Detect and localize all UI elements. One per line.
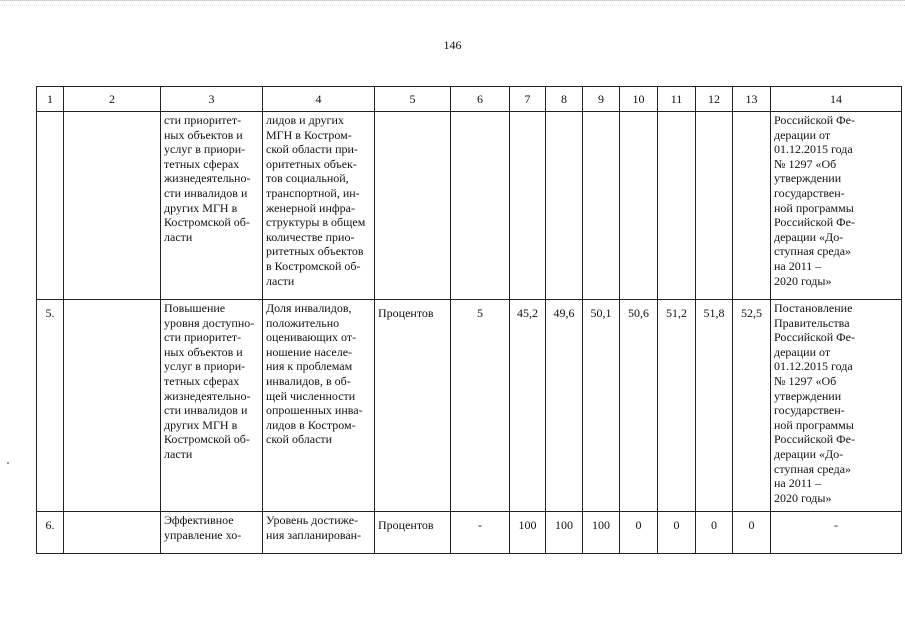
col-header: 4	[263, 87, 375, 112]
cell-line: услуг в приори-	[164, 142, 246, 157]
scan-top-edge	[0, 0, 905, 6]
cell-line: дерации «До-	[774, 446, 844, 461]
cell-line: № 1297 «Об	[774, 373, 837, 388]
cell-line: 01.12.2015 года	[774, 359, 853, 374]
unit-cell: Процентов	[375, 512, 451, 554]
cell-line: ской области	[266, 432, 333, 447]
source-cell	[771, 112, 902, 300]
page-number: 146	[443, 38, 462, 52]
cell-line: Уровень достиже-	[266, 513, 359, 527]
cell-line: дерации «До-	[774, 229, 844, 244]
cell-line: в Костромской об-	[266, 258, 361, 273]
value-cell: 0	[658, 512, 696, 554]
indicator-cell	[263, 300, 375, 512]
cell-line: ношение населе-	[266, 344, 353, 359]
value-cell	[510, 112, 546, 300]
source-cell	[771, 512, 902, 554]
cell-line: сти приоритет-	[164, 113, 242, 127]
cell-line: Повышение	[164, 301, 226, 315]
col-header: 1	[37, 87, 64, 112]
goal-cell	[64, 112, 161, 300]
col-header: 3	[161, 87, 263, 112]
indicator-cell	[263, 512, 375, 554]
cell-line: ной программы	[774, 200, 854, 215]
cell-line: Костромской об-	[164, 432, 250, 447]
scan-speck	[7, 462, 9, 464]
cell-line: ритетных объектов	[266, 244, 364, 259]
cell-line: услуг в приори-	[164, 359, 246, 374]
col-header: 7	[510, 87, 546, 112]
cell-line: оценивающих от-	[266, 330, 357, 345]
row-number-cell: 6.	[37, 512, 64, 554]
unit-cell	[375, 112, 451, 300]
value-cell: 50,6	[620, 300, 658, 512]
col-header: 6	[451, 87, 510, 112]
indicator-cell	[263, 112, 375, 300]
value-cell: 52,5	[733, 300, 771, 512]
cell-line: на 2011 –	[774, 476, 822, 491]
cell-line: ных объектов и	[164, 344, 243, 359]
cell-line: Костромской об-	[164, 215, 250, 230]
cell-line: Российской Фе-	[774, 432, 855, 447]
cell-line: опрошенных инва-	[266, 403, 363, 418]
value-cell	[658, 112, 696, 300]
cell-line: дерации от	[774, 344, 831, 359]
cell-line: транспортной, ин-	[266, 185, 360, 200]
cell-line: положительно	[266, 315, 340, 330]
cell-line: тетных сферах	[164, 373, 240, 388]
cell-line: Российской Фе-	[774, 113, 855, 127]
cell-line: уровня доступно-	[164, 315, 255, 330]
col-header: 10	[620, 87, 658, 112]
cell-line: управление хо-	[164, 527, 242, 542]
cell-line: других МГН в	[164, 417, 238, 432]
cell-line: 2020 годы»	[774, 490, 832, 505]
cell-line: Правительства	[774, 315, 850, 330]
cell-line: количестве прио-	[266, 229, 355, 244]
goal-cell	[64, 512, 161, 554]
cell-line: Постановление	[774, 301, 853, 315]
source-cell	[771, 300, 902, 512]
cell-line: государствен-	[774, 403, 845, 418]
col-header: 8	[546, 87, 583, 112]
cell-line: утверждении	[774, 171, 842, 186]
cell-line: сти приоритет-	[164, 330, 242, 345]
indicators-table	[36, 86, 902, 554]
cell-line: сти инвалидов и	[164, 185, 248, 200]
value-cell: 49,6	[546, 300, 583, 512]
cell-line: структуры в общем	[266, 215, 366, 230]
cell-line: тов социальной,	[266, 171, 349, 186]
goal-cell	[64, 300, 161, 512]
cell-line: 01.12.2015 года	[774, 142, 853, 157]
cell-line: ласти	[164, 229, 193, 244]
table-row	[37, 112, 902, 300]
cell-line: дерации от	[774, 127, 831, 142]
cell-line: № 1297 «Об	[774, 156, 837, 171]
value-cell	[451, 112, 510, 300]
cell-line: Российской Фе-	[774, 330, 855, 345]
row-number-cell	[37, 112, 64, 300]
cell-line: других МГН в	[164, 200, 238, 215]
cell-line: ной программы	[774, 417, 854, 432]
cell-line: ния запланирован-	[266, 527, 362, 542]
cell-line: щей численности	[266, 388, 356, 403]
col-header: 14	[771, 87, 902, 112]
cell-line: жизнедеятельно-	[164, 171, 251, 186]
value-cell: -	[451, 512, 510, 554]
cell-line: на 2011 –	[774, 258, 822, 273]
col-header: 5	[375, 87, 451, 112]
value-cell: 51,2	[658, 300, 696, 512]
value-cell: 100	[510, 512, 546, 554]
value-cell	[696, 112, 733, 300]
value-cell: 45,2	[510, 300, 546, 512]
value-cell: 100	[583, 512, 620, 554]
task-cell	[161, 112, 263, 300]
cell-line: ласти	[266, 273, 295, 288]
cell-line: Эффективное	[164, 513, 234, 527]
table-row	[37, 300, 902, 512]
cell-line: инвалидов, в об-	[266, 373, 351, 388]
cell-line: лидов и других	[266, 113, 344, 127]
cell-line: государствен-	[774, 185, 845, 200]
cell-line: сти инвалидов и	[164, 403, 248, 418]
value-cell	[620, 112, 658, 300]
cell-line: тетных сферах	[164, 156, 240, 171]
value-cell: 100	[546, 512, 583, 554]
value-cell: 0	[620, 512, 658, 554]
task-cell	[161, 300, 263, 512]
value-cell: 0	[733, 512, 771, 554]
cell-line: Российской Фе-	[774, 215, 855, 230]
col-header: 13	[733, 87, 771, 112]
col-header: 11	[658, 87, 696, 112]
task-cell	[161, 512, 263, 554]
cell-line: ласти	[164, 446, 193, 461]
cell-line: 2020 годы»	[774, 273, 832, 288]
col-header: 9	[583, 87, 620, 112]
value-cell: 50,1	[583, 300, 620, 512]
value-cell	[546, 112, 583, 300]
col-header: 2	[64, 87, 161, 112]
cell-line: утверждении	[774, 388, 842, 403]
cell-line: ступная среда»	[774, 461, 852, 476]
cell-line: жизнедеятельно-	[164, 388, 251, 403]
value-cell	[733, 112, 771, 300]
cell-line: лидов в Костром-	[266, 417, 356, 432]
cell-line: Доля инвалидов,	[266, 301, 352, 315]
row-number-cell: 5.	[37, 300, 64, 512]
value-cell	[583, 112, 620, 300]
cell-line: оритетных объек-	[266, 156, 357, 171]
cell-line: МГН в Костром-	[266, 127, 352, 142]
cell-line: ступная среда»	[774, 244, 852, 259]
value-cell: 51,8	[696, 300, 733, 512]
value-cell: 0	[696, 512, 733, 554]
column-number-row	[37, 87, 902, 112]
cell-line: ской области при-	[266, 142, 358, 157]
value-cell: 5	[451, 300, 510, 512]
table-row	[37, 512, 902, 554]
cell-line: -	[834, 518, 838, 532]
cell-line: ных объектов и	[164, 127, 243, 142]
cell-line: ния к проблемам	[266, 359, 353, 374]
cell-line: женерной инфра-	[266, 200, 355, 215]
unit-cell: Процентов	[375, 300, 451, 512]
col-header: 12	[696, 87, 733, 112]
